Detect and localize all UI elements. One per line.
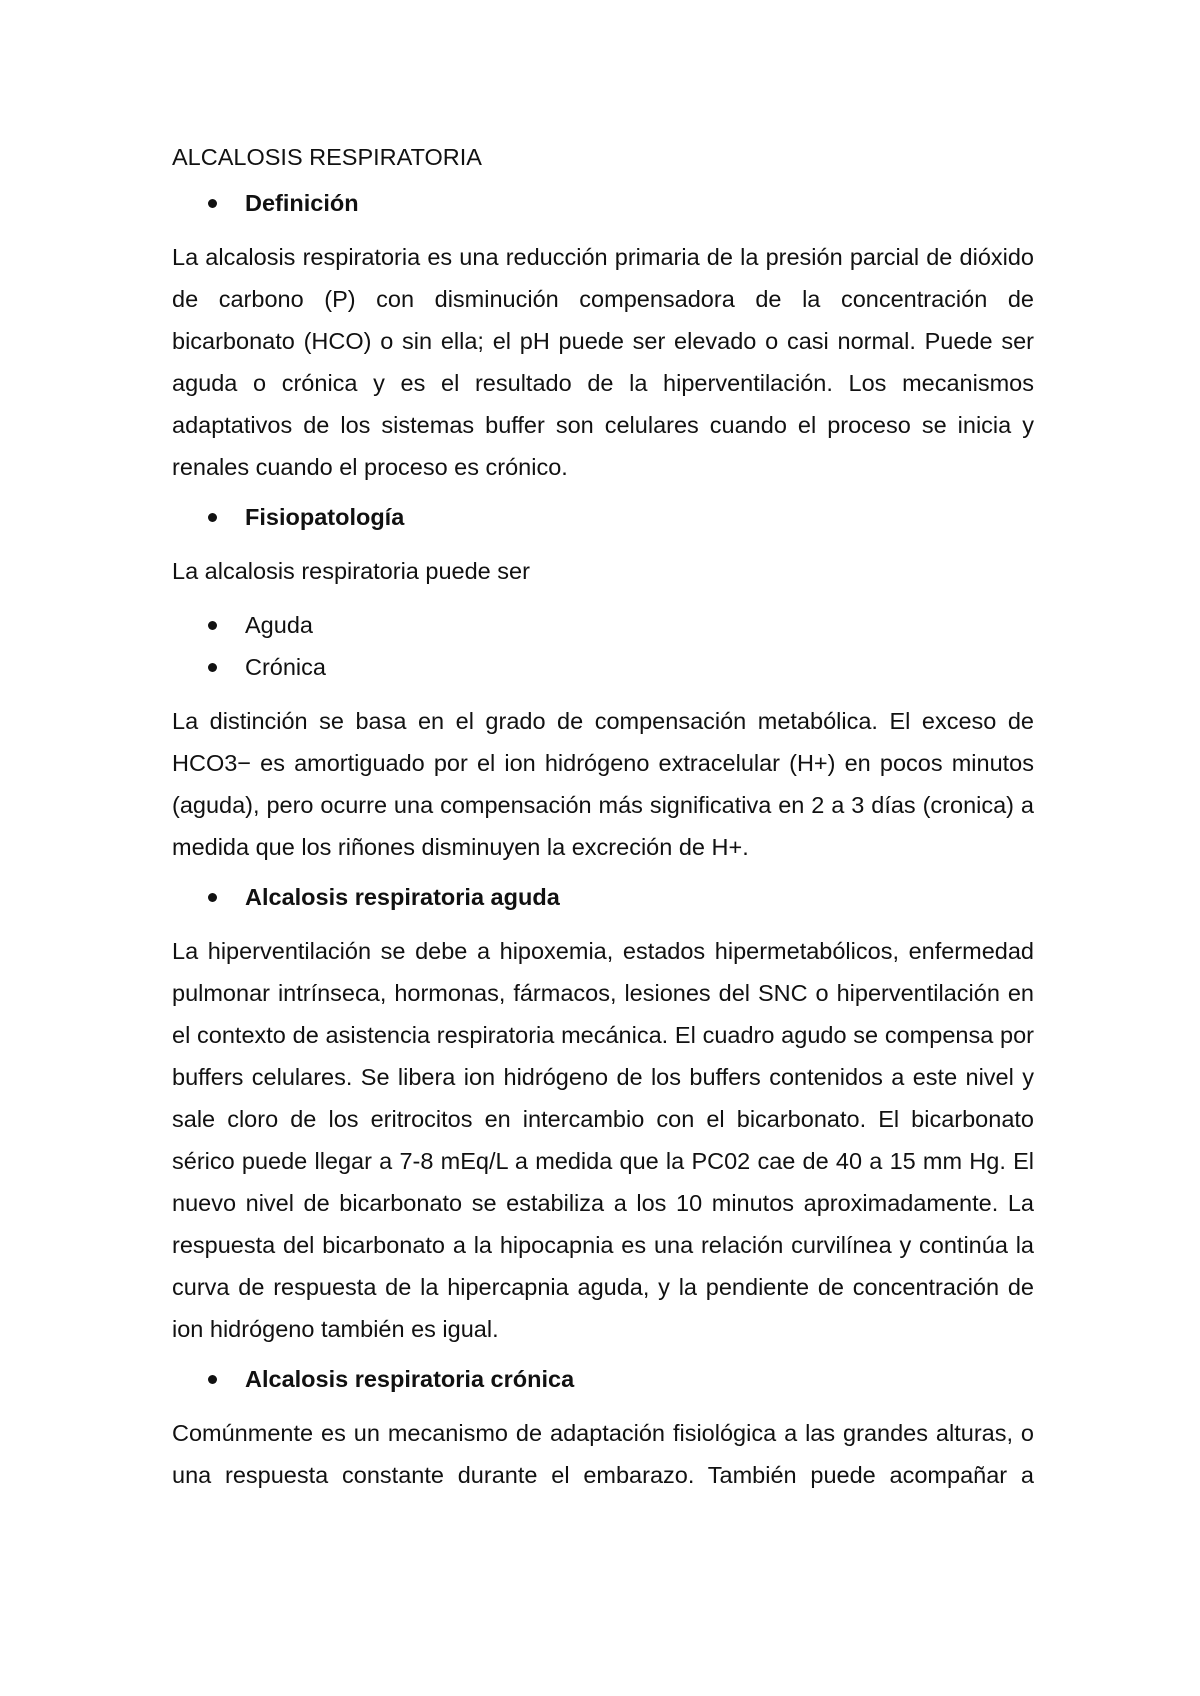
bullet-icon <box>208 1375 217 1384</box>
list-item-label: Aguda <box>245 612 313 638</box>
bullet-icon <box>208 893 217 902</box>
section-heading-label: Alcalosis respiratoria crónica <box>245 1366 575 1392</box>
section-heading-label: Alcalosis respiratoria aguda <box>245 884 560 910</box>
paragraph-definicion: La alcalosis respiratoria es una reducción primaria de la presión parcial de dióxido de carbono (P) con disminución compensadora de la concentración de bicarbonato (HCO) o sin ella; el pH puede ser elevado o casi normal. Puede ser aguda o crónica y es el resultado de la hiperventilación. Los mecanismos adaptativos de los sistemas buffer son celulares cuando el proceso se inicia y renales cuando el proceso es crónico. <box>172 244 1034 480</box>
document-page <box>172 140 1034 1508</box>
paragraph-fisiopatologia: La distinción se basa en el grado de compensación metabólica. El exceso de HCO3− es amortiguado por el ion hidrógeno extracelular (H+) en pocos minutos (aguda), pero ocurre una compensación más significativa en 2 a 3 días (cronica) a medida que los riñones disminuyen la excreción de H+. <box>172 708 1034 860</box>
section-heading-definicion <box>172 186 1034 220</box>
document-title: ALCALOSIS RESPIRATORIA <box>172 144 482 170</box>
list-item <box>172 646 1034 688</box>
section-heading-aguda <box>172 880 1034 914</box>
bullet-icon <box>208 663 217 672</box>
paragraph-cronica: Comúnmente es un mecanismo de adaptación fisiológica a las grandes alturas, o una respuesta constante durante el embarazo. También puede acompañar a <box>172 1420 1034 1488</box>
paragraph-fisiopatologia-intro: La alcalosis respiratoria puede ser <box>172 558 530 584</box>
list-tipos <box>172 604 1034 688</box>
section-heading-fisiopatologia <box>172 500 1034 534</box>
bullet-icon <box>208 199 217 208</box>
bullet-icon <box>208 513 217 522</box>
list-item-label: Crónica <box>245 654 326 680</box>
section-heading-label: Fisiopatología <box>245 504 405 530</box>
bullet-icon <box>208 621 217 630</box>
list-item <box>172 604 1034 646</box>
section-heading-label: Definición <box>245 190 359 216</box>
paragraph-aguda: La hiperventilación se debe a hipoxemia, estados hipermetabólicos, enfermedad pulmonar intrínseca, hormonas, fármacos, lesiones del SNC o hiperventilación en el contexto de asistencia respiratoria mecánica. El cuadro agudo se compensa por buffers celulares. Se libera ion hidrógeno de los buffers contenidos a este nivel y sale cloro de los eritrocitos en intercambio con el bicarbonato. El bicarbonato sérico puede llegar a 7-8 mEq/L a medida que la PC02 cae de 40 a 15 mm Hg. El nuevo nivel de bicarbonato se estabiliza a los 10 minutos aproximadamente. La respuesta del bicarbonato a la hipocapnia es una relación curvilínea y continúa la curva de respuesta de la hipercapnia aguda, y la pendiente de concentración de ion hidrógeno también es igual. <box>172 938 1034 1342</box>
section-heading-cronica <box>172 1362 1034 1396</box>
